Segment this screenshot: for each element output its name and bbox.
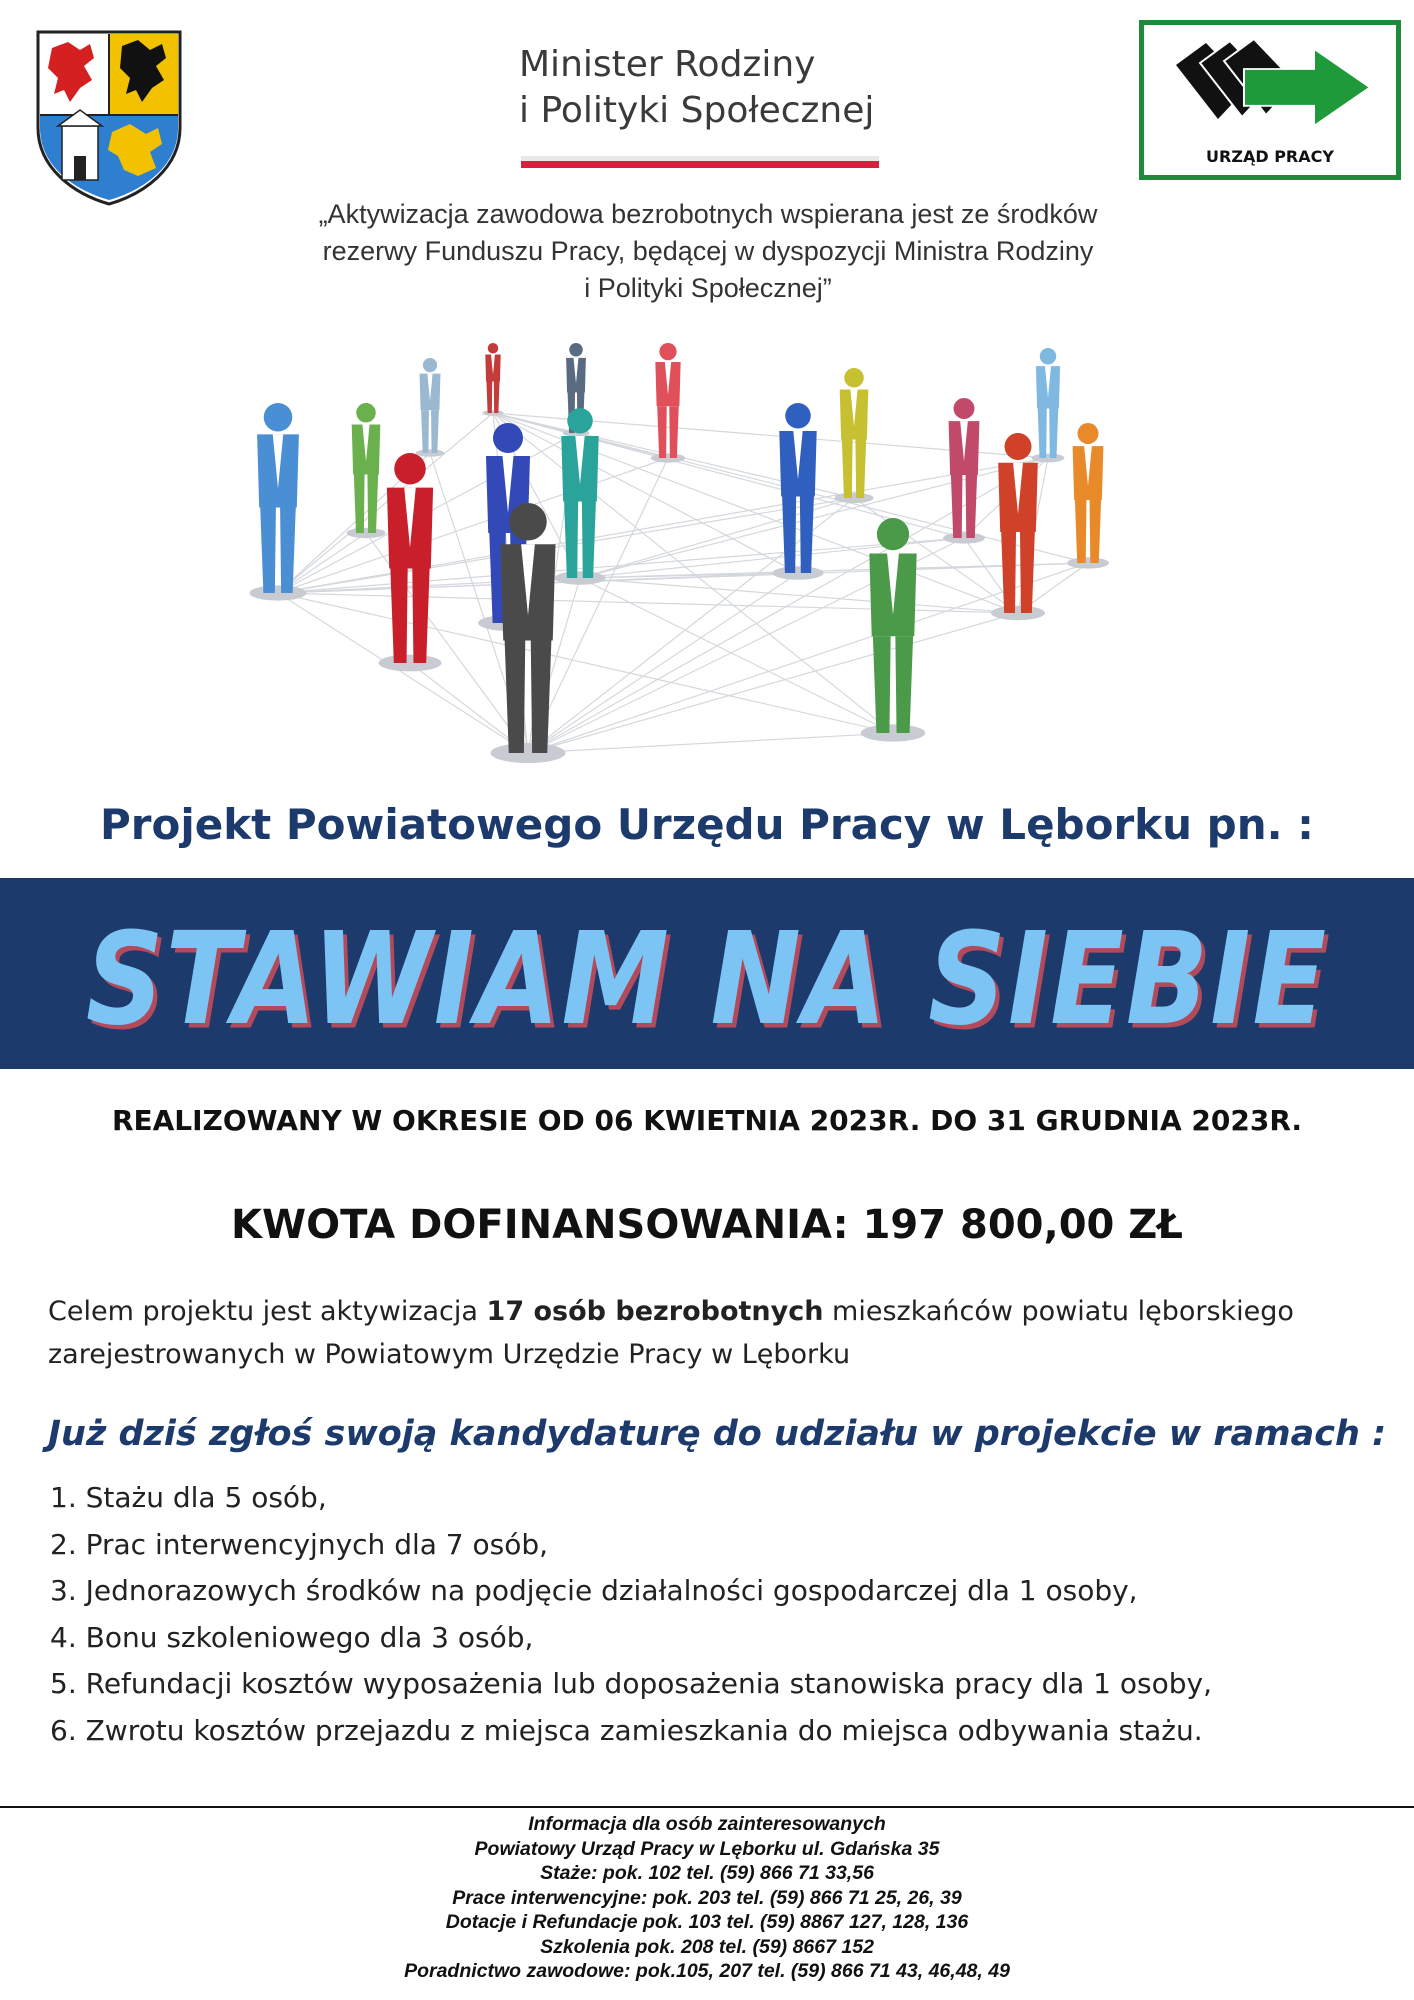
person-head <box>493 423 523 453</box>
list-item: 3. Jednorazowych środków na podjęcie działalności gospodarczej dla 1 osoby, <box>50 1574 1138 1607</box>
person-shadow <box>773 566 824 580</box>
contact-footer <box>0 1812 1414 1984</box>
person-leg <box>1038 409 1047 459</box>
footer-divider <box>0 1806 1414 1808</box>
footer-line: Poradnictwo zawodowe: pok.105, 207 tel. (59) 866 71 43, 46,48, 49 <box>404 1960 1010 1982</box>
list-item: 6. Zwrotu kosztów przejazdu z miejsca zamieszkania do miejsca odbywania stażu. <box>50 1713 1203 1747</box>
person-head <box>954 398 975 419</box>
network-line <box>528 573 798 753</box>
funding-note-line-3: i Polityki Społecznej” <box>584 273 832 303</box>
person-head <box>394 453 426 485</box>
funding-note-line-2: rezerwy Funduszu Pracy, będącej w dyspozycji Ministra Rodziny <box>322 236 1094 266</box>
support-forms-list <box>50 1475 1390 1754</box>
footer-line: Staże: pok. 102 tel. (59) 866 71 33,56 <box>540 1862 874 1884</box>
person-shadow <box>347 528 386 538</box>
person-leg <box>669 406 678 458</box>
person-head <box>509 503 547 541</box>
person-shadow <box>943 532 985 543</box>
project-goal <box>48 1290 1388 1376</box>
footer-line: Dotacje i Refundacje pok. 103 tel. (59) 8867 127, 128, 136 <box>445 1911 969 1933</box>
goal-text-start: Celem projektu jest aktywizacja <box>48 1296 487 1327</box>
person-head <box>659 343 676 360</box>
person-leg <box>1020 532 1035 613</box>
person-head <box>1040 348 1057 365</box>
person-leg <box>505 641 526 754</box>
footer-line: Prace interwencyjne: pok. 203 tel. (59) 866 71 25, 26, 39 <box>452 1886 962 1909</box>
person-leg <box>966 475 978 538</box>
urzad-pracy-logo <box>1139 20 1401 180</box>
person-head <box>356 403 376 423</box>
person-leg <box>1075 500 1087 563</box>
ministry-line-1: Minister Rodziny <box>519 44 816 85</box>
person-leg <box>531 641 552 754</box>
person-leg <box>1049 409 1058 459</box>
person-leg <box>1001 532 1016 613</box>
footer-line: Szkolenia pok. 208 tel. (59) 8667 152 <box>540 1935 874 1958</box>
project-title: STAWIAM NA SIEBIE <box>85 906 1329 1054</box>
goal-text-end: mieszkańców powiatu lęborskiego <box>823 1296 1294 1327</box>
network-line <box>580 578 893 733</box>
person-head <box>877 518 909 550</box>
person-leg <box>582 502 596 579</box>
network-line <box>278 593 893 733</box>
person-leg <box>895 636 913 733</box>
person-shadow <box>991 606 1045 620</box>
person-head <box>423 358 437 372</box>
ministry-line-2: i Polityki Społecznej <box>519 90 875 131</box>
person-head <box>1005 433 1032 460</box>
person-leg <box>855 440 866 499</box>
person-leg <box>367 475 378 534</box>
network-line <box>278 413 493 593</box>
network-line <box>528 733 893 753</box>
list-item: 2. Prac interwencyjnych dla 7 osób, <box>50 1527 549 1561</box>
person-shadow <box>861 724 926 741</box>
person-head <box>264 403 293 432</box>
person-head <box>569 343 583 357</box>
funding-note-line-1: „Aktywizacja zawodowa bezrobotnych wspierana jest ze środków <box>318 199 1098 229</box>
person-shadow <box>379 655 442 672</box>
project-subtitle: Projekt Powiatowego Urzędu Pracy w Lęborku pn. : <box>100 800 1314 849</box>
person-shadow <box>250 585 307 600</box>
person-shadow <box>1032 454 1065 463</box>
person-shadow <box>651 453 686 462</box>
urzad-pracy-logo-icon <box>1156 35 1386 143</box>
person-shadow <box>555 571 606 585</box>
urzad-pracy-label: URZĄD PRACY <box>1206 147 1334 166</box>
person-head <box>488 343 499 354</box>
person-head <box>567 408 593 434</box>
list-item: 1. Stażu dla 5 osób, <box>50 1481 327 1514</box>
person-head <box>844 368 864 388</box>
person-leg <box>782 497 796 574</box>
list-item: 4. Bonu szkoleniowego dla 3 osób, <box>50 1620 534 1654</box>
person-leg <box>412 569 429 664</box>
person-leg <box>390 569 407 664</box>
person-leg <box>1090 500 1102 563</box>
person-head <box>785 403 811 429</box>
person-leg <box>842 440 853 499</box>
person-shadow <box>416 449 445 457</box>
person-shadow <box>1067 557 1109 568</box>
person-shadow <box>835 493 874 503</box>
list-item: 5. Refundacji kosztów wyposażenia lub doposażenia stanowiska pracy dla 1 osoby, <box>50 1667 1212 1700</box>
goal-text-line-2: zarejestrowanych w Powiatowym Urzędzie Pracy w Lęborku <box>48 1339 851 1370</box>
funding-note <box>230 196 1186 307</box>
footer-line: Powiatowy Urząd Pracy w Lęborku ul. Gdańska 35 <box>474 1837 940 1860</box>
person-leg <box>800 497 814 574</box>
network-line <box>580 578 1018 613</box>
person-leg <box>564 502 578 579</box>
polish-flag-stripe <box>521 156 879 168</box>
person-leg <box>421 410 429 453</box>
person-leg <box>494 382 500 414</box>
person-leg <box>260 508 276 594</box>
person-shadow <box>483 410 504 416</box>
people-network-illustration <box>228 318 1120 786</box>
person-head <box>1078 423 1099 444</box>
network-line <box>528 613 1018 753</box>
person-leg <box>354 475 365 534</box>
person-leg <box>431 410 439 453</box>
footer-line: Informacja dla osób zainteresowanych <box>528 1813 886 1835</box>
person-leg <box>657 406 666 458</box>
coat-of-arms-icon <box>34 28 184 206</box>
ministry-name <box>519 42 899 134</box>
project-period: REALIZOWANY W OKRESIE OD 06 KWIETNIA 2023R. DO 31 GRUDNIA 2023R. <box>111 1104 1303 1137</box>
person-shadow <box>491 743 566 763</box>
title-banner <box>0 878 1414 1069</box>
network-line <box>278 458 668 593</box>
person-leg <box>486 382 492 414</box>
goal-text-bold: 17 osób bezrobotnych <box>486 1296 824 1327</box>
call-to-action: Już dziś zgłoś swoją kandydaturę do udziału w projekcie w ramach : <box>48 1414 1387 1454</box>
funding-amount: KWOTA DOFINANSOWANIA: 197 800,00 ZŁ <box>231 1202 1183 1248</box>
